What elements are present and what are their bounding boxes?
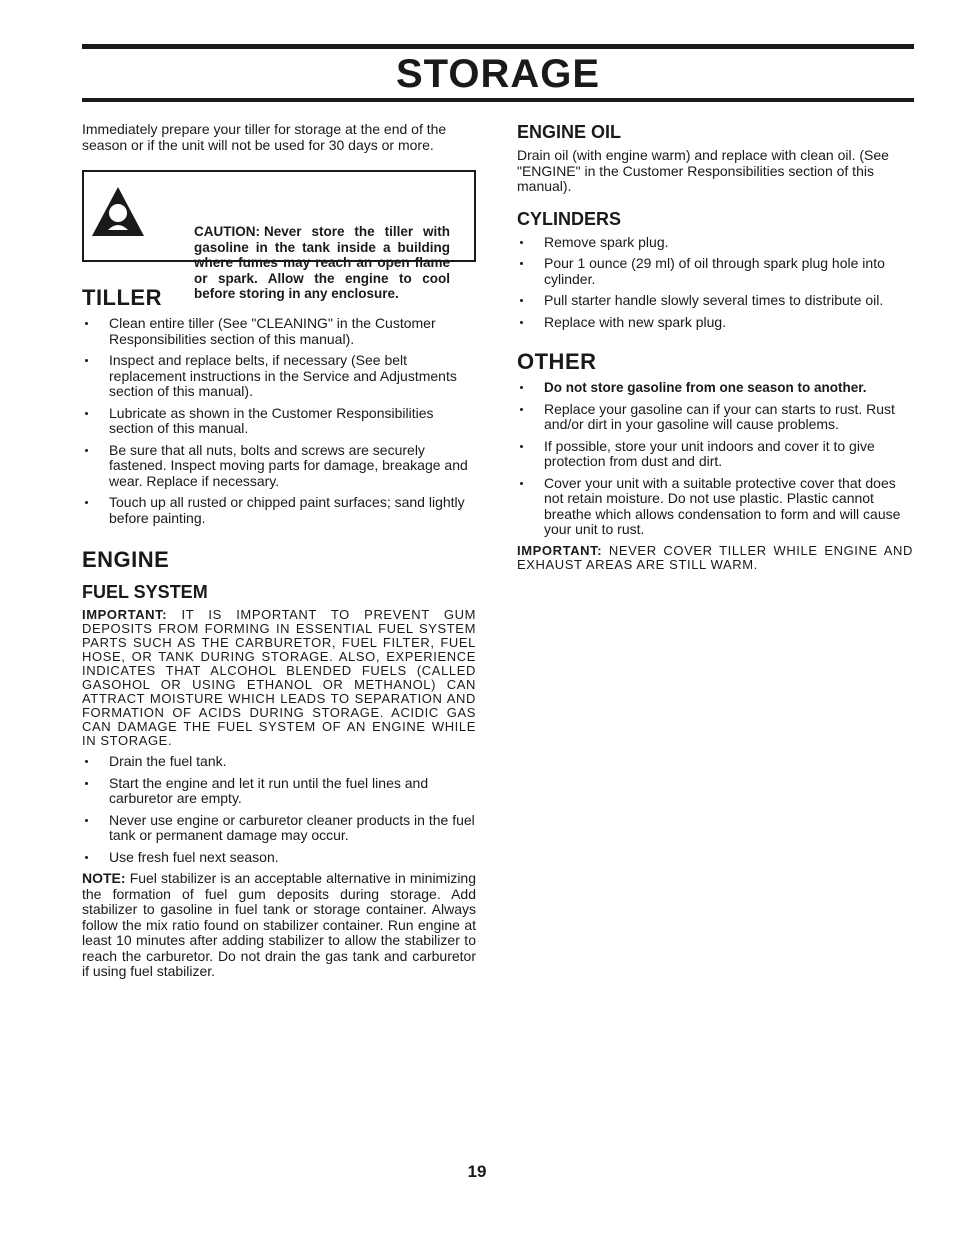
title-rule-top <box>82 44 914 49</box>
list-item: Be sure that all nuts, bolts and screws are securely fastened. Inspect moving parts for damage, breakage and wear. Replace if necessary. <box>82 443 476 490</box>
list-item: Drain the fuel tank. <box>82 754 476 770</box>
other-important-label: IMPORTANT: <box>517 542 603 558</box>
list-item: If possible, store your unit indoors and cover it to give protection from dust and dirt. <box>517 439 913 470</box>
list-item: Inspect and replace belts, if necessary (See belt replacement instructions in the Service and Adjustments section of this manual). <box>82 353 476 400</box>
fuel-note-body: Fuel stabilizer is an acceptable alternative in minimizing the formation of fuel gum deposits during storage. Add stabilizer to gasoline in fuel tank or storage container. Always follow the mix ratio found on stabilizer container. Run engine at least 10 minutes after adding stabilizer to allow the stabilizer to reach the carburetor. Do not drain the gas tank and carburetor if using fuel stabilizer. <box>82 870 477 979</box>
list-item: Use fresh fuel next season. <box>82 850 476 866</box>
cylinders-list <box>517 235 913 331</box>
cylinders-heading: CYLINDERS <box>517 208 622 229</box>
caution-label: CAUTION: <box>194 224 260 239</box>
list-item: Replace your gasoline can if your can starts to rust. Rust and/or dirt in your gasoline will cause problems. <box>517 402 913 433</box>
tiller-list <box>82 316 476 526</box>
page-title: STORAGE <box>395 52 601 96</box>
caution-body: Never store the tiller with gasoline in the tank inside a building where fumes may reach an open flame or spark. Allow the engine to cool before storing in any enclosure. <box>194 224 450 301</box>
fuel-important-body: IT IS IMPORTANT TO PREVENT GUM DEPOSITS FROM FORMING IN ESSENTIAL FUEL SYSTEM PARTS SUCH AS THE CARBURETOR, FUEL FILTER, FUEL HOSE, OR TANK DURING STORAGE. ALSO, EXPERIENCE INDICATES THAT ALCOHOL BLENDED FUELS (CALLED GASOHOL OR USING ETHANOL OR METHANOL) CAN ATTRACT MOISTURE WHICH LEADS TO SEPARATION AND FORMATION OF ACIDS DURING STORAGE. ACIDIC GAS CAN DAMAGE THE FUEL SYSTEM OF AN ENGINE WHILE IN STORAGE. <box>82 607 477 748</box>
fuel-important-label: IMPORTANT: <box>82 607 168 622</box>
list-item: Do not store gasoline from one season to another. <box>517 380 913 396</box>
other-heading: OTHER <box>517 349 597 374</box>
list-item: Never use engine or carburetor cleaner products in the fuel tank or permanent damage may occur. <box>82 813 476 844</box>
right-column <box>517 122 913 572</box>
fuel-important-text <box>82 608 476 748</box>
intro-text: Immediately prepare your tiller for storage at the end of the season or if the unit will not be used for 30 days or more. <box>82 121 447 153</box>
title-rule-bottom <box>82 98 914 102</box>
page-number: 19 <box>467 1162 487 1181</box>
list-item: Replace with new spark plug. <box>517 315 913 331</box>
warning-icon <box>90 184 146 240</box>
list-item: Clean entire tiller (See "CLEANING" in the Customer Responsibilities section of this manual). <box>82 316 476 347</box>
list-item: Pour 1 ounce (29 ml) of oil through spark plug hole into cylinder. <box>517 256 913 287</box>
engine-oil-text: Drain oil (with engine warm) and replace with clean oil. (See "ENGINE" in the Customer Responsibilities section of this manual). <box>517 147 889 194</box>
list-item: Cover your unit with a suitable protective cover that does not retain moisture. Do not use plastic. Plastic cannot breathe which allows condensation to form and will cause your unit to rust. <box>517 476 913 538</box>
fuel-system-heading: FUEL SYSTEM <box>82 582 208 602</box>
caution-box <box>82 170 476 301</box>
engine-oil-heading: ENGINE OIL <box>517 122 622 142</box>
other-important-body: NEVER COVER TILLER WHILE ENGINE AND EXHAUST AREAS ARE STILL WARM. <box>517 542 913 572</box>
list-item: Lubricate as shown in the Customer Responsibilities section of this manual. <box>82 406 476 437</box>
list-item: Pull starter handle slowly several times to distribute oil. <box>517 293 913 309</box>
fuel-note-label: NOTE: <box>82 870 126 886</box>
tiller-heading: TILLER <box>82 285 162 310</box>
fuel-system-list <box>82 754 476 865</box>
list-item: Start the engine and let it run until the fuel lines and carburetor are empty. <box>82 776 476 807</box>
other-list <box>517 380 913 538</box>
caution-text <box>194 224 450 302</box>
engine-heading: ENGINE <box>82 547 170 572</box>
fuel-note <box>82 871 476 980</box>
list-item: Touch up all rusted or chipped paint surfaces; sand lightly before painting. <box>82 495 476 526</box>
list-item: Remove spark plug. <box>517 235 913 251</box>
other-important-text <box>517 544 913 572</box>
left-column <box>82 122 476 980</box>
